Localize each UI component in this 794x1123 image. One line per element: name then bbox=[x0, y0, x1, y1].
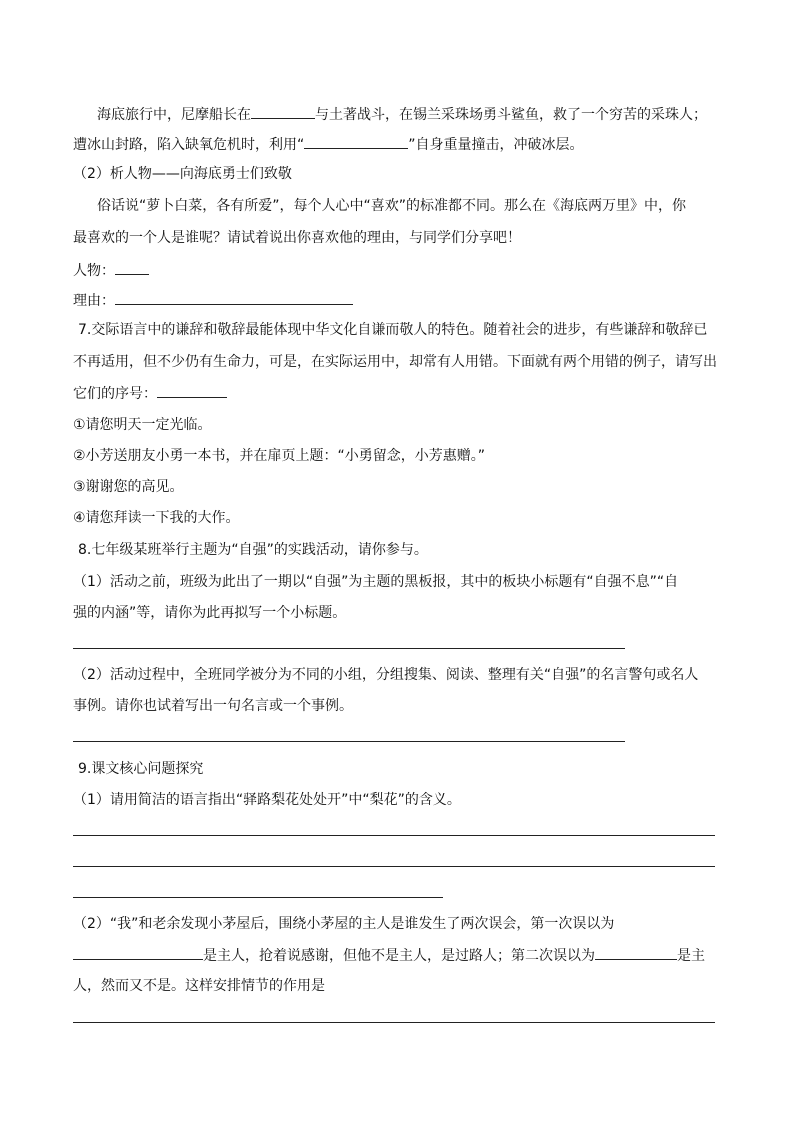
text-line bbox=[97, 104, 707, 124]
text-segment: 它们的序号： bbox=[73, 386, 157, 402]
text-line bbox=[73, 945, 705, 965]
text-segment: 遭冰山封路，陷入缺氧危机时，利用“ bbox=[73, 137, 305, 153]
text-line: 人，然而又不是。这样安排情节的作用是 bbox=[73, 978, 325, 994]
text-line: 俗话说“萝卜白菜，各有所爱”，每个人心中“喜欢”的标准都不同。那么在《海底两万里》中，你 bbox=[97, 198, 687, 214]
answer-line[interactable] bbox=[73, 835, 715, 836]
answer-line[interactable] bbox=[73, 1022, 715, 1023]
text-line bbox=[73, 134, 584, 154]
answer-blank[interactable] bbox=[251, 104, 315, 119]
text-line: 事例。请你也试着写出一句名言或一个事例。 bbox=[73, 698, 353, 714]
answer-line[interactable] bbox=[73, 866, 715, 867]
question-9: 9.课文核心问题探究 bbox=[78, 761, 204, 777]
question-8: 8.七年级某班举行主题为“自强”的实践活动，请你参与。 bbox=[78, 542, 428, 558]
answer-line[interactable] bbox=[73, 741, 625, 742]
reason-answer-blank[interactable] bbox=[115, 290, 353, 305]
text-line: 最喜欢的一个人是谁呢？请试着说出你喜欢他的理由，与同学们分享吧！ bbox=[73, 230, 521, 246]
answer-line[interactable] bbox=[73, 897, 443, 898]
text-segment: 是主人，抢着说感谢，但他不是主人，是过路人；第二次误以为 bbox=[203, 948, 595, 964]
text-line bbox=[73, 260, 149, 280]
text-segment: 海底旅行中，尼摩船长在 bbox=[97, 107, 251, 123]
character-answer-blank[interactable] bbox=[115, 260, 149, 275]
reason-label: 理由： bbox=[73, 293, 115, 309]
text-segment: 与土著战斗，在锡兰采珠场勇斗鲨鱼，救了一个穷苦的采珠人； bbox=[315, 107, 707, 123]
text-line: （1）活动之前，班级为此出了一期以“自强”为主题的黑板报，其中的板块小标题有“自强不息”“自 bbox=[73, 574, 679, 590]
text-line: （2）活动过程中，全班同学被分为不同的小组，分组搜集、阅读、整理有关“自强”的名言警句或名人 bbox=[73, 667, 699, 683]
answer-line[interactable] bbox=[73, 648, 625, 649]
text-line: （1）请用简洁的语言指出“驿路梨花处处开”中“梨花”的含义。 bbox=[73, 792, 461, 808]
question-7: 7.交际语言中的谦辞和敬辞最能体现中华文化自谦而敬人的特色。随着社会的进步，有些谦辞和敬辞已 bbox=[78, 322, 708, 338]
text-segment: ”自身重量撞击，冲破冰层。 bbox=[408, 137, 584, 153]
option-2: ②小芳送朋友小勇一本书，并在扉页上题：“小勇留念，小芳惠赠。” bbox=[73, 448, 486, 464]
character-label: 人物： bbox=[73, 263, 115, 279]
option-4: ④请您拜读一下我的大作。 bbox=[73, 510, 240, 526]
text-line: 不再适用，但不少仍有生命力，可是，在实际运用中，却常有人用错。下面就有两个用错的例子，请写出 bbox=[73, 354, 717, 370]
text-line: （2）“我”和老余发现小茅屋后，围绕小茅屋的主人是谁发生了两次误会，第一次误以为 bbox=[73, 916, 615, 932]
option-3: ③谢谢您的高见。 bbox=[73, 479, 184, 495]
answer-blank[interactable] bbox=[304, 134, 408, 149]
answer-blank[interactable] bbox=[73, 945, 203, 960]
option-1: ①请您明天一定光临。 bbox=[73, 417, 212, 433]
text-line bbox=[73, 290, 353, 310]
text-line bbox=[73, 383, 227, 403]
text-segment: 是主 bbox=[677, 948, 705, 964]
answer-blank[interactable] bbox=[595, 945, 677, 960]
text-line: 强的内涵”等，请你为此再拟写一个小标题。 bbox=[73, 605, 347, 621]
section-heading: （2）析人物——向海底勇士们致敬 bbox=[73, 166, 292, 182]
answer-blank[interactable] bbox=[157, 383, 227, 398]
